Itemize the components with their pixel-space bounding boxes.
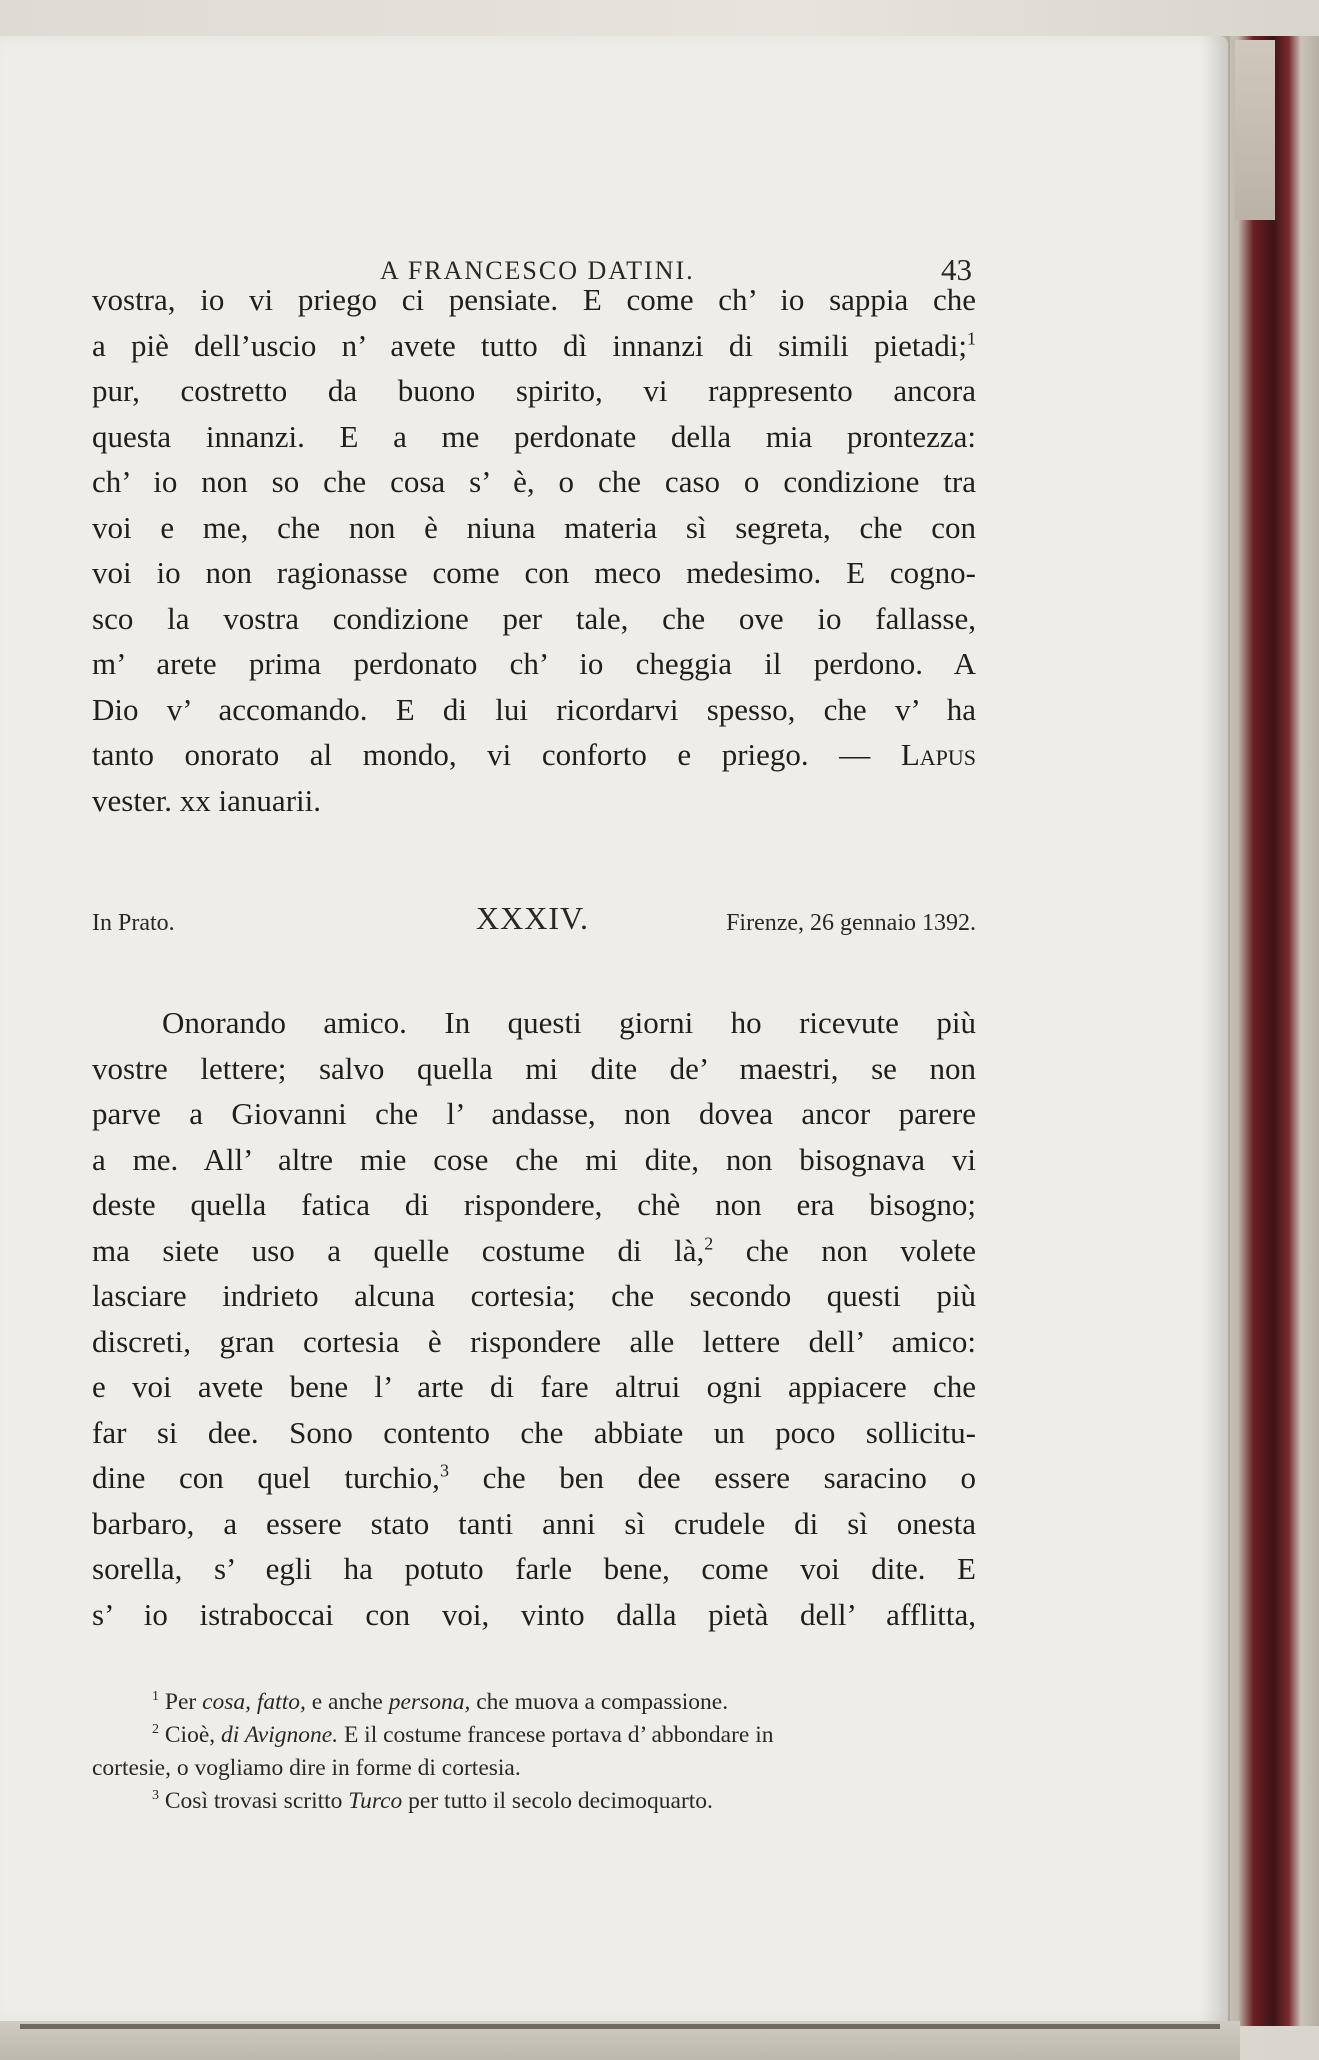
text-line: barbaro, a essere stato tanti anni sì crudele di sì onesta bbox=[92, 1505, 976, 1541]
text-line bbox=[92, 732, 976, 778]
footnote-number: 2 bbox=[152, 1722, 159, 1738]
text-line: s’ io istraboccai con voi, vinto dalla pietà dell’ afflitta, bbox=[92, 1596, 976, 1632]
signature: Lapus bbox=[900, 737, 976, 772]
letter-body-text bbox=[92, 1000, 976, 1637]
page-bottom-line bbox=[20, 2024, 1220, 2029]
footnote-2-continuation: cortesie, o vogliamo dire in forme di cortesia. bbox=[92, 1755, 521, 1781]
footnote-number: 1 bbox=[152, 1689, 159, 1705]
text-line: deste quella fatica di rispondere, chè non era bisogno; bbox=[92, 1187, 976, 1222]
footnote-3 bbox=[92, 1785, 976, 1818]
running-head-title: A FRANCESCO DATINI. bbox=[380, 256, 695, 285]
binding-cloth bbox=[1235, 40, 1275, 220]
text-line: voi io non ragionasse come con meco medesimo. E cogno- bbox=[92, 555, 976, 590]
text-line: parve a Giovanni che l’ andasse, non dovea ancor parere bbox=[92, 1096, 976, 1131]
text-line: ch’ io non so che cosa s’ è, o che caso o condizione tra bbox=[92, 464, 976, 499]
footnote-marker: 1 bbox=[967, 328, 976, 349]
footnote-marker: 3 bbox=[439, 1460, 449, 1481]
text-line: a me. All’ altre mie cose che mi dite, non bisognava vi bbox=[92, 1141, 976, 1177]
letter-date: Firenze, 26 gennaio 1392. bbox=[726, 910, 976, 936]
text-line: sorella, s’ egli ha potuto farle bene, come voi dite. E bbox=[92, 1551, 976, 1586]
footnote-text: e anche bbox=[305, 1689, 389, 1715]
text-line bbox=[92, 1455, 976, 1501]
page-shadow bbox=[1200, 36, 1230, 2021]
footnote-text: per tutto il secolo decimoquarto. bbox=[402, 1788, 713, 1814]
footnote-text: Per bbox=[164, 1689, 203, 1715]
text-line: questa innanzi. E a me perdonate della mia prontezza: bbox=[92, 418, 976, 454]
text-line: pur, costretto da buono spirito, vi rappresento ancora bbox=[92, 373, 976, 408]
text-line: discreti, gran cortesia è rispondere alle lettere dell’ amico: bbox=[92, 1323, 976, 1359]
text-line: e voi avete bene l’ arte di fare altrui ogni appiacere che bbox=[92, 1369, 976, 1404]
text-line: lasciare indrieto alcuna cortesia; che secondo questi più bbox=[92, 1278, 976, 1313]
page-number: 43 bbox=[941, 252, 972, 287]
text-line-content: dine con quel turchio, bbox=[92, 1460, 440, 1495]
footnote-italic: cosa, fatto, bbox=[202, 1689, 306, 1715]
letter-number: XXXIV. bbox=[476, 900, 589, 936]
text-line: Onorando amico. In questi giorni ho ricevute più bbox=[162, 1005, 976, 1040]
letter-heading bbox=[92, 900, 976, 950]
text-line: Dio v’ accomando. E di lui ricordarvi spesso, che v’ ha bbox=[92, 691, 976, 727]
footnote-2 bbox=[92, 1719, 976, 1752]
text-line-content: tanto onorato al mondo, vi conforto e priego. — bbox=[92, 737, 901, 772]
text-line-content: ma siete uso a quelle costume di là, bbox=[92, 1232, 705, 1268]
letter-place: In Prato. bbox=[92, 910, 175, 936]
text-line: sco la vostra condizione per tale, che ove io fallasse, bbox=[92, 600, 976, 636]
footnote-text: Cioè, bbox=[164, 1722, 222, 1748]
text-line: voi e me, che non è niuna materia sì segreta, che con bbox=[92, 509, 976, 545]
text-line: far si dee. Sono contento che abbiate un poco sollicitu- bbox=[92, 1414, 976, 1450]
text-line bbox=[92, 323, 976, 369]
footnotes bbox=[92, 1686, 976, 1818]
footnote-italic: Turco bbox=[348, 1788, 403, 1814]
text-line: m’ arete prima perdonato ch’ io cheggia il perdono. A bbox=[92, 646, 976, 681]
text-line-content: che ben dee essere saracino o bbox=[448, 1460, 976, 1495]
text-line bbox=[92, 1228, 976, 1274]
footnote-italic: di Avignone. bbox=[221, 1722, 339, 1748]
footnote-italic: persona, bbox=[388, 1689, 471, 1715]
footnote-number: 3 bbox=[152, 1788, 159, 1804]
text-line-content: che non volete bbox=[713, 1232, 976, 1268]
text-line: vostra, io vi priego ci pensiate. E come ch’ io sappia che bbox=[92, 282, 976, 317]
text-line: vostre lettere; salvo quella mi dite de’ maestri, se non bbox=[92, 1050, 976, 1086]
letter-end-text bbox=[92, 277, 976, 823]
book-binding-edge bbox=[1218, 36, 1319, 2026]
text-line: vester. xx ianuarii. bbox=[92, 782, 321, 818]
text-line-content: a piè dell’uscio n’ avete tutto dì innanzi di simili pietadi; bbox=[92, 327, 967, 363]
footnote-text: Così trovasi scritto bbox=[164, 1788, 349, 1814]
footnote-text: E il costume francese portava d’ abbondare in bbox=[338, 1722, 774, 1748]
footnote-marker: 2 bbox=[704, 1233, 714, 1254]
footnote-1 bbox=[92, 1686, 976, 1719]
footnote-text: che muova a compassione. bbox=[470, 1689, 729, 1715]
